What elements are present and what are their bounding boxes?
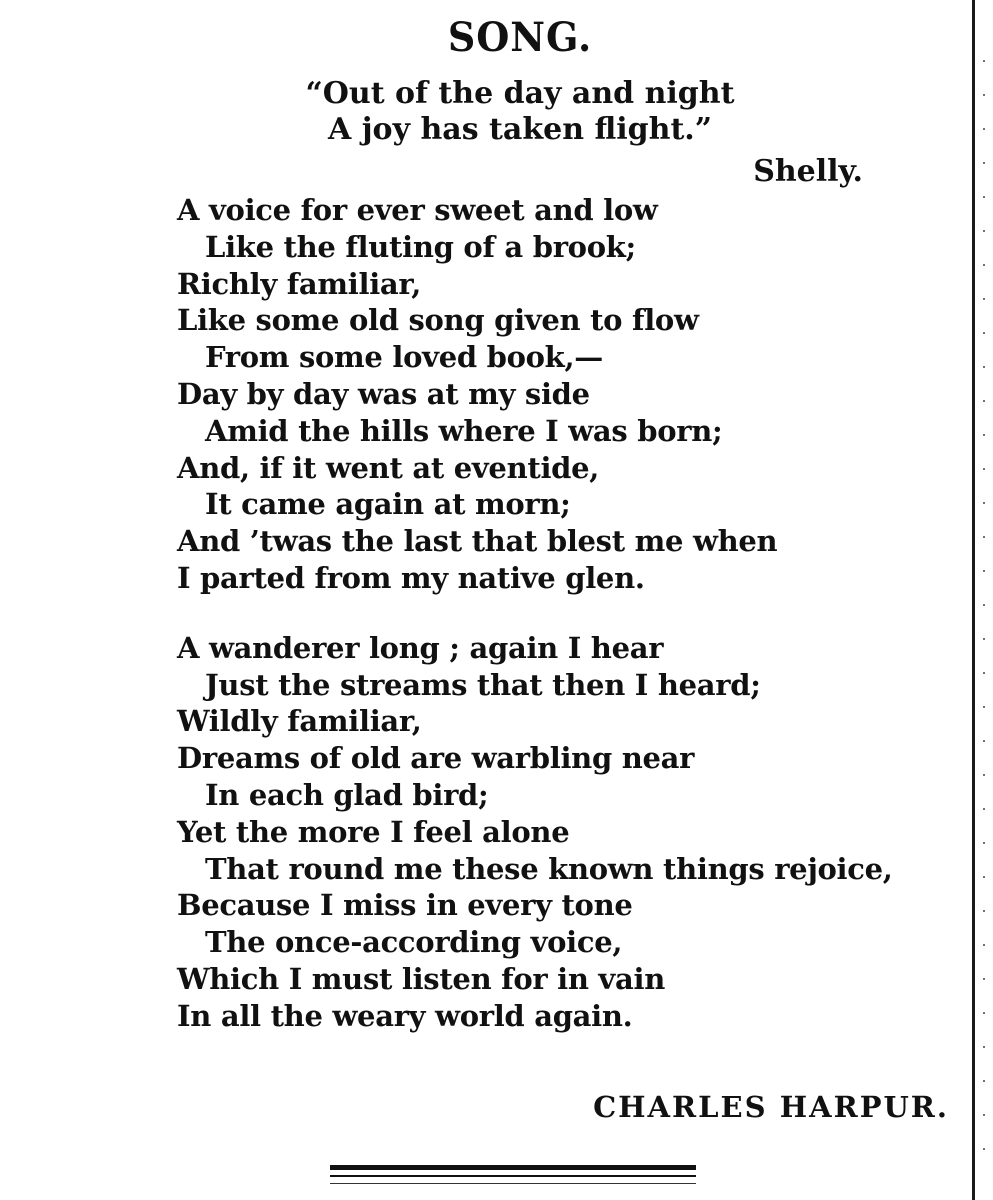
stanza-1 xyxy=(177,192,893,597)
poem-line: From some loved book,— xyxy=(205,340,603,375)
poem-line: I parted from my native glen. xyxy=(177,560,645,595)
poem-body xyxy=(177,192,893,1035)
end-rule-hairline xyxy=(330,1183,696,1184)
poem-line: Like some old song given to flow xyxy=(177,303,699,338)
poem-line: Richly familiar, xyxy=(177,266,422,301)
poem-line: Like the fluting of a brook; xyxy=(205,229,636,264)
poem-line: In each glad bird; xyxy=(205,777,489,812)
poem-line: Day by day was at my side xyxy=(177,376,590,411)
poem-line: Which I must listen for in vain xyxy=(177,961,665,996)
poem-line: And, if it went at eventide, xyxy=(177,450,600,485)
poem-line: Amid the hills where I was born; xyxy=(205,413,723,448)
end-rule-thick xyxy=(330,1165,696,1170)
column-rule xyxy=(972,0,975,1200)
poem-title: SONG. xyxy=(447,14,593,61)
epigraph-attribution: Shelly. xyxy=(753,154,863,189)
poem-line: A voice for ever sweet and low xyxy=(177,193,658,227)
poem-line: And ’twas the last that blest me when xyxy=(177,524,778,559)
poem-line: The once-according voice, xyxy=(205,925,623,960)
poem-line: Just the streams that then I heard; xyxy=(205,667,761,702)
epigraph-line: “Out of the day and night xyxy=(305,76,735,111)
epigraph-line: A joy has taken flight.” xyxy=(327,112,713,147)
poem-line: Dreams of old are warbling near xyxy=(177,741,695,776)
poem-line: That round me these known things rejoice, xyxy=(205,851,893,886)
end-rule-thin xyxy=(330,1175,696,1177)
poem-line: It came again at morn; xyxy=(205,487,571,522)
column-rule-dots xyxy=(983,60,985,1160)
stanza-2 xyxy=(177,630,893,1035)
poem-line: Wildly familiar, xyxy=(177,704,422,739)
poem-line: Yet the more I feel alone xyxy=(177,814,570,849)
stanza-gap xyxy=(177,597,893,630)
author-signature: CHARLES HARPUR. xyxy=(593,1090,949,1124)
poem-line: A wanderer long ; again I hear xyxy=(177,630,664,665)
poem-line: Because I miss in every tone xyxy=(177,888,633,923)
poem-line: In all the weary world again. xyxy=(177,998,633,1033)
